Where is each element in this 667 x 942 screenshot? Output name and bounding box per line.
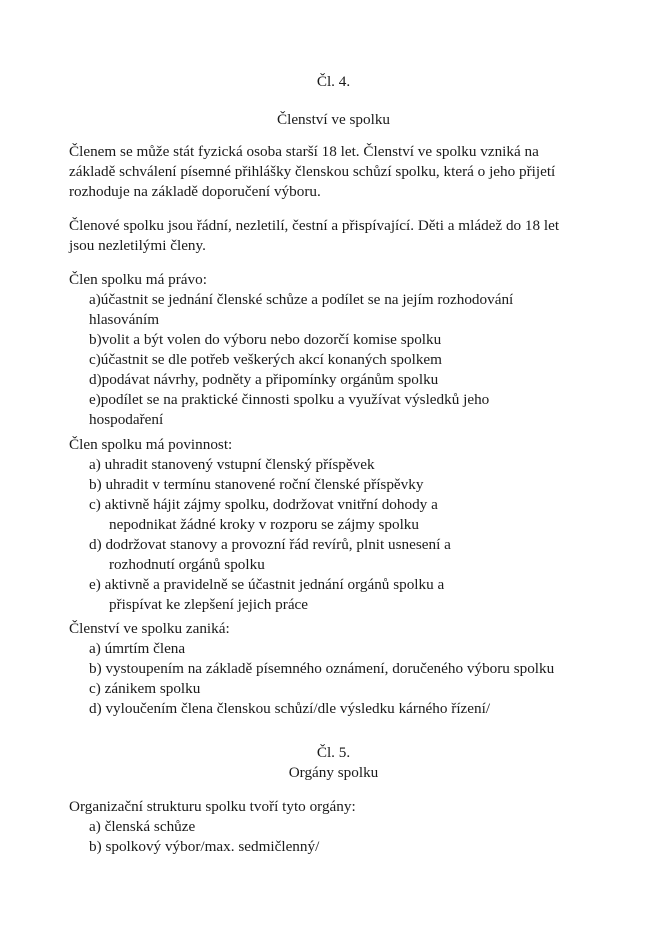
membership-paragraph (69, 142, 609, 202)
list-item: c) zánikem spolku (89, 680, 201, 697)
text-line: Členové spolku jsou řádní, nezletilí, čestní a přispívající. Děti a mládež do 18 let (69, 217, 560, 234)
article-5-number: Čl. 5. (316, 744, 351, 761)
list-item-line: rozhodnutí orgánů spolku (109, 556, 265, 573)
rights-section (69, 270, 609, 430)
termination-heading: Členství ve spolku zaniká: (69, 620, 230, 637)
list-item (69, 575, 609, 615)
termination-section (69, 619, 609, 719)
article-4-number: Čl. 4. (316, 73, 351, 90)
article-5-title: Orgány spolku (288, 764, 379, 781)
list-item-line: hlasováním (89, 311, 160, 328)
list-item (69, 495, 609, 535)
duties-section (69, 435, 609, 615)
list-item (69, 350, 609, 370)
list-item-line: hospodaření (89, 411, 164, 428)
rights-list (69, 290, 609, 430)
list-item-line: b)volit a být volen do výboru nebo dozorčí komise spolku (89, 331, 442, 348)
rights-heading: Člen spolku má právo: (69, 271, 207, 288)
list-item: a) úmrtím člena (89, 640, 186, 657)
text-line: základě schválení písemné přihlášky členskou schůzí spolku, která o jeho přijetí (69, 163, 556, 180)
list-item: d) vyloučením člena členskou schůzí/dle výsledku kárného řízení/ (89, 700, 491, 717)
list-item-line: e) aktivně a pravidelně se účastnit jednání orgánů spolku a (89, 576, 445, 593)
text-line: Členem se může stát fyzická osoba starší 18 let. Členství ve spolku vzniká na (69, 143, 539, 160)
list-item-line: e)podílet se na praktické činnosti spolku a využívat výsledků jeho (89, 391, 490, 408)
organs-section (69, 797, 609, 857)
list-item: b) spolkový výbor/max. sedmičlenný/ (89, 838, 320, 855)
list-item: a) členská schůze (89, 818, 196, 835)
list-item (69, 535, 609, 575)
text-line: rozhoduje na základě doporučení výboru. (69, 183, 321, 200)
list-item (69, 475, 609, 495)
list-item (69, 290, 609, 330)
list-item-line: d)podávat návrhy, podněty a připomínky orgánům spolku (89, 371, 439, 388)
organs-intro: Organizační strukturu spolku tvoří tyto orgány: (69, 798, 356, 815)
list-item (69, 455, 609, 475)
list-item-line: a) uhradit stanovený vstupní členský příspěvek (89, 456, 375, 473)
list-item-line: c) aktivně hájit zájmy spolku, dodržovat vnitřní dohody a (89, 496, 438, 513)
member-types-paragraph (69, 216, 609, 256)
list-item-line: přispívat ke zlepšení jejich práce (109, 596, 309, 613)
list-item (69, 390, 609, 430)
duties-list (69, 455, 609, 615)
text-line: jsou nezletilými členy. (69, 237, 206, 254)
list-item (69, 330, 609, 350)
list-item: b) vystoupením na základě písemného oznámení, doručeného výboru spolku (89, 660, 555, 677)
list-item-line: a)účastnit se jednání členské schůze a podílet se na jejím rozhodování (89, 291, 514, 308)
list-item (69, 370, 609, 390)
termination-list (69, 639, 609, 719)
list-item-line: d) dodržovat stanovy a provozní řád revírů, plnit usnesení a (89, 536, 451, 553)
list-item-line: c)účastnit se dle potřeb veškerých akcí konaných spolkem (89, 351, 442, 368)
list-item-line: b) uhradit v termínu stanovené roční členské příspěvky (89, 476, 424, 493)
list-item-line: nepodnikat žádné kroky v rozporu se zájmy spolku (109, 516, 419, 533)
duties-heading: Člen spolku má povinnost: (69, 436, 233, 453)
article-4-title: Členství ve spolku (276, 111, 391, 128)
organs-list (69, 817, 609, 857)
